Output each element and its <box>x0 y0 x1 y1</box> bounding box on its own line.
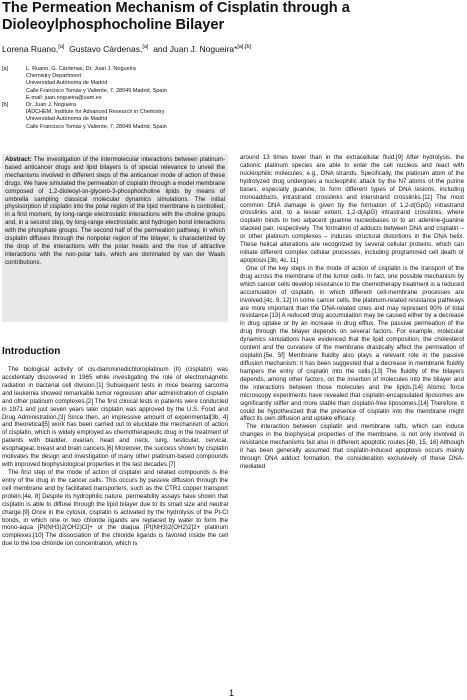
abstract-text: The investigation of the intermolecular interactions between platinum-based anticancer drugs and lipid bilayers is of special relevance to unveil the mechanisms involved in different steps of the anticancer mode of action of these drugs. We have simulated the permeation of cisplatin through a model membrane composed of 1,2-dioleoyl-sn-glycero-3-phosphocholine lipids by means of umbrella sampling classical molecular dynamics simulations. The initial physisorption of cisplatin into the polar region of the lipid membrane is controlled, in a first moment, by long-range electrostatic interactions with the choline groups and, in a second step, by long-range electrostatic and hydrogen bond interactions with the phosphate groups. The second half of the permeation pathway, in which cisplatin diffuses through the nonpolar region of the bilayer, is characterized by the drop of the interactions with the polar heads and the rise of attractive interactions with the non-polar tails, which are dominated by van der Waals contributions. <box>5 156 225 266</box>
abstract-box <box>2 154 228 322</box>
email-text: E-mail: juan.nogueira@uam.es <box>26 94 102 101</box>
paper-title: The Permeation Mechanism of Cisplatin through a Dioleoylphosphocholine Bilayer <box>2 0 350 33</box>
page-number: 1 <box>229 688 235 698</box>
affiliation-a: [a] L. Ruano, G. Cárdenas, Dr. Juan J. Nogueira Chemistry Department Universidad Autónoma de Madrid Calle Francisco Tomás y Valiente, 7, 28049 Madrid, Spain E-mail: juan.nogueira@uam.es <box>2 66 167 101</box>
affiliations <box>2 66 302 131</box>
paragraph: One of the key steps in the mode of action of cisplatin is the transport of the drug across the membrane of the tumor cells. In fact, one possible mechanism by which cancer cells develop resistance to the chemotherapy treatment is a reduced accumulation of cisplatin, in which different cell-membrane processes are involved.[4c, 9, 12] In some cancer cells, the platinum-related resistance pathways are more important than the DNA-related ones and may represent 90% of total resistance.[13] A reduced drug accumulation may be caused either by a decrease in drug uptake or by an increase in drug efflux. The passive permeation of the drug through the bilayer depends on several factors. For example, molecular dynamics simulations have evidenced that the lipid composition, the cholesterol content and the curvature of the membrane drastically affect the permeation of cisplatin.[5e, 5f] Membrane fluidity also plays a relevant role in the passive diffusion mechanism; it has been suggested that a decrease in membrane fluidity hampers the entry of cisplatin into the cells.[13] The fluidity of the bilayers depends, among other factors, on the insertion of molecules into the bilayer and the interactions between those molecules and the lipids.[14] Atomic force microscopy experiments have revealed that cisplatin-encapsulated liposomes are significantly stiffer and more stable than cisplatin-free liposomes.[14] Therefore, it could be hypothesized that the presence of cisplatin into the membrane might affect its own diffusion and uptake efficacy. <box>240 264 464 423</box>
author-2: Gustavo Cárdenas,[a] <box>69 44 149 54</box>
introduction-heading: Introduction <box>2 346 61 357</box>
paragraph: around 13 times lower than in the extracellular fluid.[9] After hydrolysis, the cationic platinum species are able to enter the cell nucleus and react with nucleophilic molecules, e.g., DNA strands. Specifically, the platinum atom of the hydrolyzed drug undergoes a nucleophilic attack by the N7 atoms of the purine bases, especially guanine, to form different types of DNA lesions, including monoadducts, intrastrand crosslinks and interstrand crosslinks.[11] The most common DNA damage is given by the formation of 1,2-d(GpG) intrastrand crosslinks and, to a lesser extent, 1,2-d(ApG) intrastrand crosslinks, where cisplatin binds to two adjacent guanine nucleobases or to an adenine-guanine stacked pair, respectively. The formation of adducts between DNA and cisplatin – or other platinum complexes – induces structural distortions in the DNA helix. These helical alterations are recognized by several cellular proteins, which can initiate different complex cellular processes, including programmed cell death or apoptosis.[3b, 4c, 11] <box>240 154 464 264</box>
author-1: Lorena Ruano,[a] <box>2 44 65 54</box>
author-line <box>2 44 251 54</box>
left-column <box>2 366 228 548</box>
paragraph: The biological activity of cis-diamminedichloroplatinum (II) (cisplatin) was accidentally discovered in 1965 while investigating the role of electromagnetic radiation in bacterial cell division.[1] Subsequent tests in mice bearing sarcoma and leukemia showed remarkable tumor regression after administration of cisplatin and other platinum complexes.[2] The first clinical tests in patients were conducted in 1971 and just seven years later cisplatin was approved by the U.S. Food and Drug Administration.[3] Since then, an impressive amount of experimental[3b, 4] and theoretical[5] work has been carried out to elucidate the mechanism of action of cisplatin, which is widely employed as chemotherapeutic drug in the treatment of patients with bladder, ovarian, head and neck, lung, testicular, cervical, esophageal, breast and brain cancers.[6] Moreover, the success shown by cisplatin motivates the design and investigation of many other platinum-based compounds with improved biophysiological properties in the last decades.[7] <box>2 366 228 469</box>
affiliation-b: [b] Dr. Juan J. Nogueira IADCHEM, Institute for Advanced Research in Chemistry Universidad Autónoma de Madrid Calle Francisco Tomás y Valiente, 7, 28049 Madrid, Spain <box>2 102 167 130</box>
author-3: and Juan J. Nogueira*[a],[b] <box>153 44 252 54</box>
paragraph: The first step of the mode of action of cisplatin and related compounds is the entry of the drug in the cancer cells. This occurs by passive diffusion through the cell membrane and by facilitated transporters, such as the CTR1 copper transport protein.[4e, 8] Despite its hydrophilic nature, permeability assays have shown that cisplatin is able to diffuse through the lipid bilayer due to its small size and neutral charge.[9] Once in the cytosol, cisplatin is activated by the hydrolysis of the Pt-Cl bonds, in which one or two chloride ligands are replaced by water to form the mono-aqua [Pt(NH3)2(OH2)Cl]+ or the diaqua [Pt(NH3)2(OH2)2]2+ platinum complexes.[10] The dissociation of the chloride ligands is favored inside the cell due to the low chloride ion concentration, which is <box>2 468 228 548</box>
right-column <box>240 154 464 471</box>
abstract-label: Abstract: <box>5 156 32 163</box>
paragraph: The interaction between cisplatin and membrane rafts, which can induce changes in the biophysical properties of the membrane, is not only involved in resistance mechanisms but also in different apoptotic routes.[4b, 15, 16] Although it has been generally assumed that cisplatin-induced apoptosis occurs mainly through DNA adduct formation, the consideration exclusively of these DNA-mediated <box>240 423 464 470</box>
